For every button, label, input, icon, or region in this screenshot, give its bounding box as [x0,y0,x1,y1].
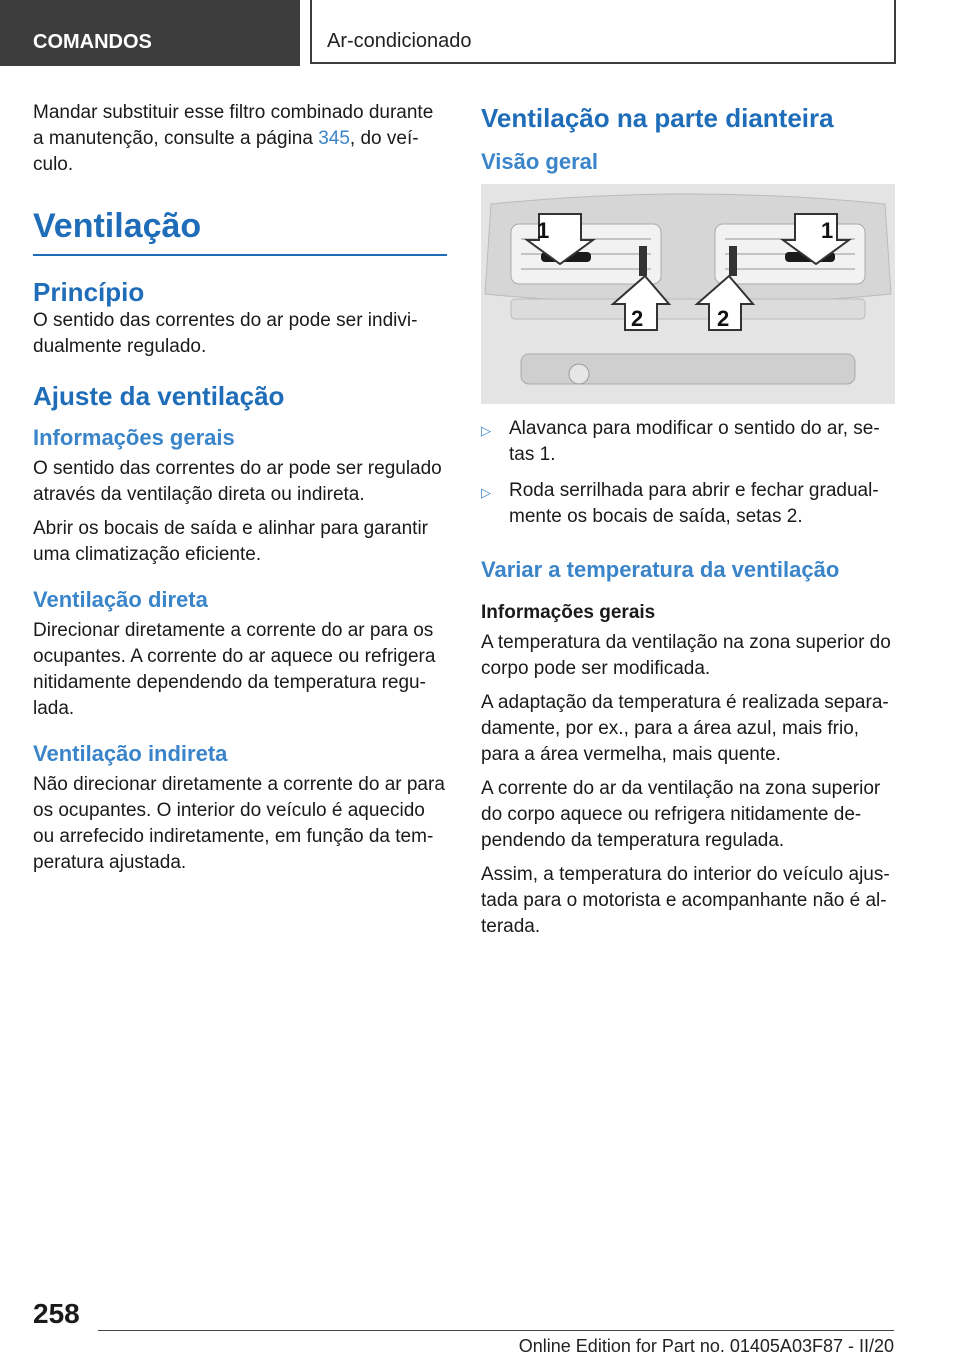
general-text-2: Abrir os bocais de saída e alinhar para garantir uma climatização eficiente. [33,518,429,565]
right-column [481,100,895,948]
temperature-heading: Variar a temperatura da ventilação [481,557,840,582]
page-number: 258 [33,1298,80,1329]
list-item-text: Roda serrilhada para abrir e fechar gradual-mente os bocais de saída, setas 2. [509,480,879,527]
temp-text-1: A temperatura da ventilação na zona superior do corpo pode ser modificada. [481,632,891,679]
triangle-bullet-icon: ▷ [481,485,491,500]
general-text-1: O sentido das correntes do ar pode ser regulado através da ventilação direta ou indireta. [33,458,442,505]
section-tab: COMANDOS [0,0,300,66]
direct-text: Direcionar diretamente a corrente do ar para os ocupantes. A corrente do ar aquece ou refrigera nitidamente dependendo da temperatura regu-lada. [33,620,436,719]
adjust-heading: Ajuste da ventilação [33,381,285,411]
indirect-text: Não direcionar diretamente a corrente do ar para os ocupantes. O interior do veículo é aquecido ou arrefecido indiretamente, em função da tem-peratura ajustada. [33,774,445,873]
edition-note: Online Edition for Part no. 01405A03F87 - II/20 [518,1336,894,1356]
principle-text: O sentido das correntes do ar pode ser indivi-dualmente regulado. [33,310,418,357]
intro-paragraph [33,100,447,178]
indirect-heading: Ventilação indireta [33,741,228,766]
footer-rule [98,1330,894,1331]
page-link[interactable]: 345 [318,128,350,149]
intro-text: Mandar substituir esse filtro combinado durante a manutenção, consulte a página [33,102,434,149]
temp-text-3: A corrente do ar da ventilação na zona superior do corpo aquece ou refrigera nitidamente de-pendendo da temperatura regulada. [481,778,881,851]
section-title: Ventilação [33,207,202,245]
general-info-heading: Informações gerais [33,425,235,450]
callout-2-left: 2 [631,306,644,331]
overview-heading: Visão geral [481,149,598,174]
list-item [481,416,895,468]
temp-text-2: A adaptação da temperatura é realizada separa-damente, por ex., para a área azul, mais frio, para a área vermelha, mais quente. [481,692,889,765]
triangle-bullet-icon: ▷ [481,423,491,438]
chapter-tab: Ar-condicionado [310,0,896,64]
intro-text-end: , do veí-culo. [33,128,419,175]
temp-text-4: Assim, a temperatura do interior do veículo ajus-tada para o motorista e acompanhante não é al-terada. [481,864,890,937]
list-item-text: Alavanca para modificar o sentido do ar, se-tas 1. [509,418,880,465]
callout-2-right: 2 [717,306,730,331]
info-heading: Informações gerais [481,602,656,623]
callout-1-left: 1 [537,218,550,243]
front-ventilation-heading: Ventilação na parte dianteira [481,103,834,133]
direct-heading: Ventilação direta [33,587,208,612]
section-rule [33,254,447,256]
callout-1-right: 1 [821,218,834,243]
left-column [33,100,447,884]
vent-illustration [481,184,895,404]
list-item [481,478,895,530]
principle-heading: Princípio [33,277,145,307]
